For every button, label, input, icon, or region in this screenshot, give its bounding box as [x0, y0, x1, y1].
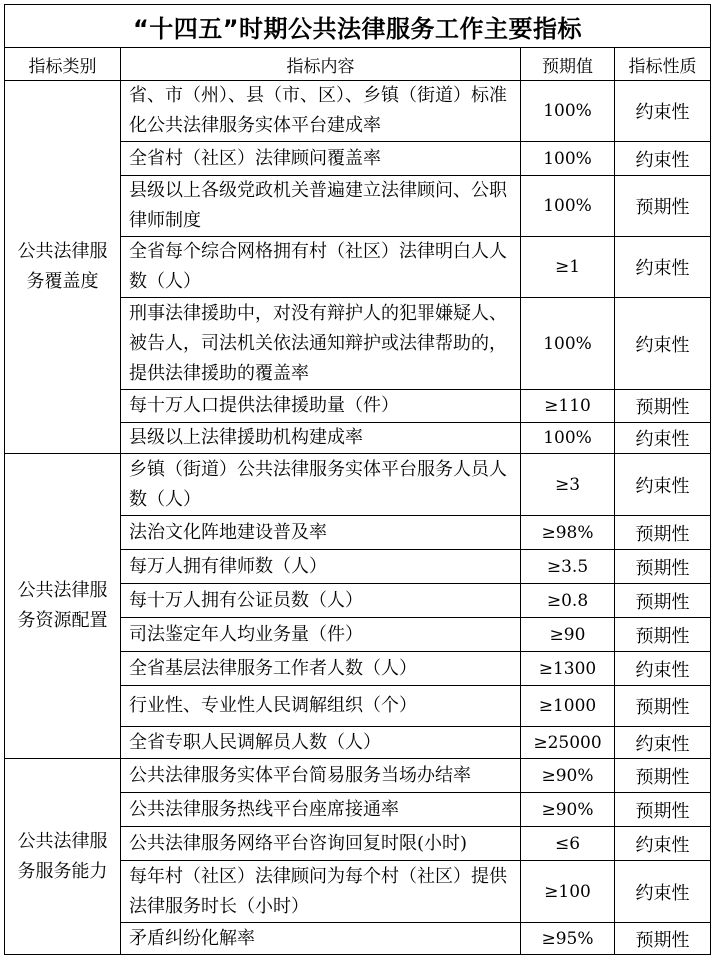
header-category: 指标类别 [5, 48, 121, 81]
nature-cell: 约束性 [615, 861, 711, 923]
content-cell: 公共法律服务热线平台座席接通率 [121, 793, 521, 827]
content-cell: 每十万人口提供法律援助量（件） [121, 390, 521, 423]
content-cell: 公共法律服务网络平台咨询回复时限(小时) [121, 827, 521, 861]
content-cell: 法治文化阵地建设普及率 [121, 516, 521, 550]
nature-cell: 预期性 [615, 550, 711, 584]
nature-cell: 预期性 [615, 176, 711, 237]
content-cell: 公共法律服务实体平台简易服务当场办结率 [121, 759, 521, 793]
nature-cell: 预期性 [615, 584, 711, 618]
content-cell: 省、市（州）、县（市、区）、乡镇（街道）标准化公共法律服务实体平台建成率 [121, 81, 521, 142]
value-cell: ≥90% [521, 793, 615, 827]
table-title: “十四五”时期公共法律服务工作主要指标 [5, 5, 711, 48]
content-cell: 每十万人拥有公证员数（人） [121, 584, 521, 618]
value-cell: ≥3.5 [521, 550, 615, 584]
content-cell: 矛盾纠纷化解率 [121, 923, 521, 955]
indicator-table [4, 4, 711, 955]
nature-cell: 约束性 [615, 652, 711, 686]
nature-cell: 预期性 [615, 516, 711, 550]
value-cell: 100% [521, 423, 615, 454]
value-cell: 100% [521, 142, 615, 176]
category-cell: 公共法律服务覆盖度 [5, 81, 121, 454]
table-row [5, 454, 711, 516]
content-cell: 刑事法律援助中，对没有辩护人的犯罪嫌疑人、被告人，司法机关依法通知辩护或法律帮助的，提供法律援助的覆盖率 [121, 298, 521, 390]
value-cell: ≥1 [521, 237, 615, 298]
nature-cell: 预期性 [615, 686, 711, 727]
content-cell: 乡镇（街道）公共法律服务实体平台服务人员人数（人） [121, 454, 521, 516]
nature-cell: 约束性 [615, 142, 711, 176]
header-expected: 预期值 [521, 48, 615, 81]
value-cell: 100% [521, 298, 615, 390]
value-cell: ≥0.8 [521, 584, 615, 618]
content-cell: 司法鉴定年人均业务量（件） [121, 618, 521, 652]
content-cell: 县级以上法律援助机构建成率 [121, 423, 521, 454]
content-cell: 县级以上各级党政机关普遍建立法律顾问、公职律师制度 [121, 176, 521, 237]
value-cell: ≥3 [521, 454, 615, 516]
value-cell: ≥25000 [521, 727, 615, 759]
category-cell: 公共法律服务服务能力 [5, 759, 121, 955]
value-cell: 100% [521, 81, 615, 142]
nature-cell: 约束性 [615, 298, 711, 390]
value-cell: ≥110 [521, 390, 615, 423]
nature-cell: 约束性 [615, 81, 711, 142]
content-cell: 每年村（社区）法律顾问为每个村（社区）提供法律服务时长（小时） [121, 861, 521, 923]
nature-cell: 预期性 [615, 923, 711, 955]
value-cell: ≥100 [521, 861, 615, 923]
nature-cell: 约束性 [615, 237, 711, 298]
value-cell: ≥95% [521, 923, 615, 955]
content-cell: 全省每个综合网格拥有村（社区）法律明白人人数（人） [121, 237, 521, 298]
category-cell: 公共法律服务资源配置 [5, 454, 121, 759]
header-nature: 指标性质 [615, 48, 711, 81]
table-row [5, 759, 711, 793]
content-cell: 全省村（社区）法律顾问覆盖率 [121, 142, 521, 176]
value-cell: ≥1300 [521, 652, 615, 686]
nature-cell: 约束性 [615, 727, 711, 759]
value-cell: ≥90 [521, 618, 615, 652]
content-cell: 全省基层法律服务工作者人数（人） [121, 652, 521, 686]
table-row [5, 81, 711, 142]
value-cell: ≥90% [521, 759, 615, 793]
value-cell: ≥1000 [521, 686, 615, 727]
nature-cell: 预期性 [615, 793, 711, 827]
nature-cell: 约束性 [615, 827, 711, 861]
content-cell: 全省专职人民调解员人数（人） [121, 727, 521, 759]
nature-cell: 预期性 [615, 618, 711, 652]
header-content: 指标内容 [121, 48, 521, 81]
value-cell: 100% [521, 176, 615, 237]
content-cell: 每万人拥有律师数（人） [121, 550, 521, 584]
nature-cell: 约束性 [615, 454, 711, 516]
nature-cell: 预期性 [615, 390, 711, 423]
nature-cell: 预期性 [615, 759, 711, 793]
header-row [5, 48, 711, 81]
content-cell: 行业性、专业性人民调解组织（个） [121, 686, 521, 727]
value-cell: ≤6 [521, 827, 615, 861]
value-cell: ≥98% [521, 516, 615, 550]
nature-cell: 约束性 [615, 423, 711, 454]
